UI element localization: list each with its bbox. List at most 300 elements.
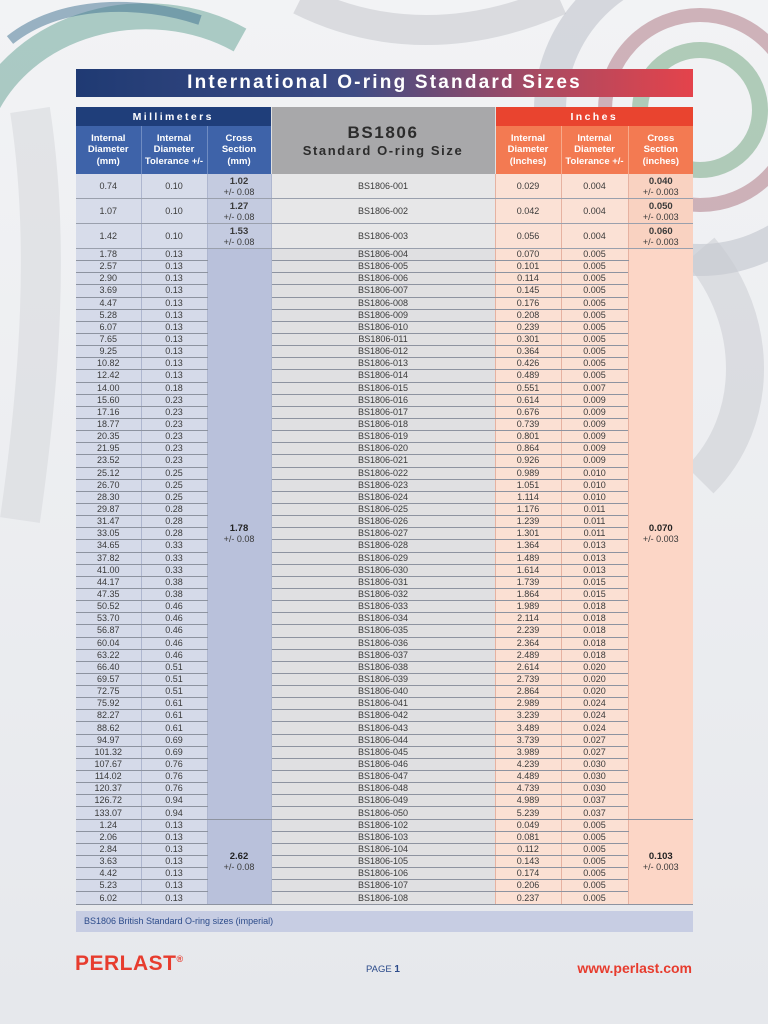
website-link[interactable]: www.perlast.com — [577, 960, 692, 976]
cell-tol-mm: 0.23 — [141, 394, 207, 406]
cell-id-mm: 133.07 — [76, 807, 141, 819]
cell-cs-in-group-tolerance: +/- 0.003 — [642, 534, 679, 545]
table-row — [76, 224, 693, 249]
cell-id-in: 0.239 — [495, 321, 561, 333]
cell-tol-mm: 0.13 — [141, 358, 207, 370]
cell-id-mm: 6.07 — [76, 321, 141, 333]
cell-bs-code: BS1806-023 — [271, 479, 495, 491]
cell-id-in: 0.926 — [495, 455, 561, 467]
cell-bs-code: BS1806-022 — [271, 467, 495, 479]
cell-cs-mm-group-value: 1.78 — [229, 523, 249, 535]
cell-tol-mm: 0.13 — [141, 321, 207, 333]
cell-tol-in: 0.009 — [561, 443, 628, 455]
cell-tol-in: 0.004 — [561, 224, 628, 249]
cell-id-in: 3.989 — [495, 746, 561, 758]
cell-cs-in-group — [628, 819, 693, 904]
cell-id-in: 1.051 — [495, 479, 561, 491]
cell-id-mm: 69.57 — [76, 673, 141, 685]
cell-cs-in — [628, 224, 693, 249]
cell-bs-code: BS1806-012 — [271, 346, 495, 358]
cell-tol-in: 0.020 — [561, 673, 628, 685]
cell-id-in: 1.489 — [495, 552, 561, 564]
cell-bs-code: BS1806-001 — [271, 174, 495, 199]
table-row — [76, 588, 693, 600]
cell-tol-mm: 0.25 — [141, 467, 207, 479]
cell-tol-mm: 0.61 — [141, 710, 207, 722]
cell-tol-mm: 0.61 — [141, 722, 207, 734]
cell-tol-in: 0.005 — [561, 831, 628, 843]
cell-id-in: 5.239 — [495, 807, 561, 819]
cell-tol-mm: 0.13 — [141, 843, 207, 855]
cell-tol-mm: 0.10 — [141, 174, 207, 199]
cell-id-mm: 28.30 — [76, 491, 141, 503]
cell-tol-mm: 0.51 — [141, 673, 207, 685]
table-row — [76, 771, 693, 783]
cell-tol-in: 0.005 — [561, 868, 628, 880]
table-row — [76, 503, 693, 515]
cell-tol-in: 0.030 — [561, 771, 628, 783]
cell-bs-code: BS1806-020 — [271, 443, 495, 455]
cell-tol-in: 0.024 — [561, 722, 628, 734]
cell-tol-mm: 0.18 — [141, 382, 207, 394]
cell-cs-mm — [207, 224, 271, 249]
cell-id-in: 1.739 — [495, 576, 561, 588]
cell-tol-mm: 0.76 — [141, 783, 207, 795]
cell-id-in: 2.614 — [495, 661, 561, 673]
cell-tol-mm: 0.13 — [141, 249, 207, 261]
cell-id-in: 0.114 — [495, 273, 561, 285]
cell-tol-mm: 0.13 — [141, 892, 207, 904]
perlast-logo[interactable]: PERLAST® — [75, 952, 184, 975]
cell-bs-code: BS1806-008 — [271, 297, 495, 309]
cell-bs-code: BS1806-027 — [271, 528, 495, 540]
cell-id-in: 2.239 — [495, 625, 561, 637]
cell-tol-mm: 0.94 — [141, 807, 207, 819]
cell-tol-in: 0.030 — [561, 758, 628, 770]
cell-tol-mm: 0.13 — [141, 297, 207, 309]
cell-id-in: 0.206 — [495, 880, 561, 892]
cell-cs-mm-tolerance: +/- 0.08 — [223, 211, 255, 222]
cell-id-in: 0.364 — [495, 346, 561, 358]
cell-id-mm: 120.37 — [76, 783, 141, 795]
cell-id-in: 0.208 — [495, 309, 561, 321]
cell-bs-code: BS1806-016 — [271, 394, 495, 406]
cell-id-in: 0.426 — [495, 358, 561, 370]
table-row — [76, 321, 693, 333]
cell-id-in: 0.864 — [495, 443, 561, 455]
cell-cs-in-group-value: 0.070 — [648, 523, 673, 535]
cell-tol-in: 0.004 — [561, 174, 628, 199]
cell-tol-in: 0.011 — [561, 503, 628, 515]
cell-tol-in: 0.009 — [561, 394, 628, 406]
cell-bs-code: BS1806-102 — [271, 819, 495, 831]
cell-cs-mm-value: 1.27 — [229, 200, 249, 212]
cell-tol-mm: 0.13 — [141, 309, 207, 321]
cell-cs-mm-value: 1.02 — [229, 175, 249, 187]
cell-id-in: 0.143 — [495, 856, 561, 868]
cell-id-in: 0.614 — [495, 394, 561, 406]
cell-tol-in: 0.018 — [561, 637, 628, 649]
table-row — [76, 346, 693, 358]
cell-cs-mm-group-value: 2.62 — [229, 851, 249, 863]
cell-tol-in: 0.018 — [561, 613, 628, 625]
cell-id-mm: 5.28 — [76, 309, 141, 321]
cell-id-mm: 82.27 — [76, 710, 141, 722]
cell-tol-mm: 0.23 — [141, 443, 207, 455]
cell-tol-in: 0.009 — [561, 418, 628, 430]
col-header-tol-mm: Internal Diameter Tolerance +/- — [141, 126, 207, 174]
cell-id-in: 0.029 — [495, 174, 561, 199]
cell-id-mm: 10.82 — [76, 358, 141, 370]
cell-bs-code: BS1806-106 — [271, 868, 495, 880]
table-row — [76, 758, 693, 770]
table-row — [76, 249, 693, 261]
cell-tol-mm: 0.28 — [141, 528, 207, 540]
cell-cs-in-value: 0.040 — [648, 175, 673, 187]
bs1806-title: BS1806 — [347, 122, 419, 142]
cell-tol-mm: 0.23 — [141, 431, 207, 443]
table-row — [76, 661, 693, 673]
cell-bs-code: BS1806-024 — [271, 491, 495, 503]
table-row — [76, 856, 693, 868]
cell-tol-mm: 0.13 — [141, 856, 207, 868]
cell-bs-code: BS1806-104 — [271, 843, 495, 855]
cell-tol-mm: 0.13 — [141, 370, 207, 382]
cell-tol-in: 0.009 — [561, 406, 628, 418]
cell-cs-in-group-tolerance: +/- 0.003 — [642, 862, 679, 873]
cell-cs-in-group-value: 0.103 — [648, 851, 673, 863]
table-row — [76, 285, 693, 297]
table-row — [76, 455, 693, 467]
table-row — [76, 625, 693, 637]
col-header-cs-mm: Cross Section (mm) — [207, 126, 271, 174]
cell-tol-mm: 0.10 — [141, 199, 207, 224]
col-header-cs-in: Cross Section (inches) — [628, 126, 693, 174]
cell-id-in: 2.489 — [495, 649, 561, 661]
table-row — [76, 843, 693, 855]
cell-id-mm: 75.92 — [76, 698, 141, 710]
oring-size-table — [76, 107, 693, 905]
cell-tol-in: 0.005 — [561, 273, 628, 285]
cell-bs-code: BS1806-026 — [271, 516, 495, 528]
cell-bs-code: BS1806-043 — [271, 722, 495, 734]
table-row — [76, 637, 693, 649]
cell-tol-in: 0.010 — [561, 491, 628, 503]
cell-tol-mm: 0.13 — [141, 819, 207, 831]
cell-tol-in: 0.030 — [561, 783, 628, 795]
cell-tol-mm: 0.38 — [141, 576, 207, 588]
cell-tol-mm: 0.38 — [141, 588, 207, 600]
table-row — [76, 479, 693, 491]
cell-tol-in: 0.005 — [561, 261, 628, 273]
cell-cs-mm — [207, 199, 271, 224]
cell-tol-mm: 0.33 — [141, 540, 207, 552]
cell-tol-in: 0.005 — [561, 880, 628, 892]
cell-tol-in: 0.004 — [561, 199, 628, 224]
table-row — [76, 309, 693, 321]
cell-cs-in-tolerance: +/- 0.003 — [642, 236, 679, 247]
cell-bs-code: BS1806-013 — [271, 358, 495, 370]
cell-bs-code: BS1806-037 — [271, 649, 495, 661]
cell-tol-in: 0.005 — [561, 333, 628, 345]
cell-tol-mm: 0.76 — [141, 771, 207, 783]
cell-bs-code: BS1806-017 — [271, 406, 495, 418]
cell-bs-code: BS1806-010 — [271, 321, 495, 333]
cell-tol-in: 0.005 — [561, 321, 628, 333]
table-row — [76, 722, 693, 734]
cell-id-in: 1.364 — [495, 540, 561, 552]
cell-tol-mm: 0.13 — [141, 346, 207, 358]
cell-cs-mm — [207, 174, 271, 199]
cell-bs-code: BS1806-107 — [271, 880, 495, 892]
table-row — [76, 710, 693, 722]
table-row — [76, 613, 693, 625]
bs1806-header — [271, 107, 495, 174]
cell-bs-code: BS1806-040 — [271, 686, 495, 698]
table-row — [76, 418, 693, 430]
col-header-id-in: Internal Diameter (Inches) — [495, 126, 561, 174]
cell-id-mm: 2.84 — [76, 843, 141, 855]
cell-tol-mm: 0.46 — [141, 637, 207, 649]
cell-tol-mm: 0.25 — [141, 479, 207, 491]
cell-tol-mm: 0.33 — [141, 564, 207, 576]
cell-id-mm: 3.63 — [76, 856, 141, 868]
cell-bs-code: BS1806-004 — [271, 249, 495, 261]
cell-tol-in: 0.005 — [561, 843, 628, 855]
table-row — [76, 394, 693, 406]
cell-id-mm: 2.57 — [76, 261, 141, 273]
cell-id-mm: 60.04 — [76, 637, 141, 649]
cell-cs-in — [628, 199, 693, 224]
table-row — [76, 443, 693, 455]
cell-bs-code: BS1806-003 — [271, 224, 495, 249]
cell-id-mm: 0.74 — [76, 174, 141, 199]
cell-id-in: 4.739 — [495, 783, 561, 795]
cell-id-in: 2.364 — [495, 637, 561, 649]
cell-tol-in: 0.037 — [561, 807, 628, 819]
cell-bs-code: BS1806-018 — [271, 418, 495, 430]
cell-id-in: 3.239 — [495, 710, 561, 722]
table-row — [76, 516, 693, 528]
cell-id-mm: 7.65 — [76, 333, 141, 345]
table-row — [76, 734, 693, 746]
cell-bs-code: BS1806-045 — [271, 746, 495, 758]
cell-id-mm: 1.42 — [76, 224, 141, 249]
cell-id-in: 1.176 — [495, 503, 561, 515]
cell-tol-mm: 0.28 — [141, 503, 207, 515]
cell-tol-mm: 0.23 — [141, 418, 207, 430]
cell-bs-code: BS1806-042 — [271, 710, 495, 722]
table-row — [76, 795, 693, 807]
cell-id-in: 2.739 — [495, 673, 561, 685]
cell-id-in: 0.174 — [495, 868, 561, 880]
cell-bs-code: BS1806-033 — [271, 601, 495, 613]
cell-id-mm: 37.82 — [76, 552, 141, 564]
cell-id-mm: 53.70 — [76, 613, 141, 625]
cell-id-in: 0.551 — [495, 382, 561, 394]
cell-cs-mm-value: 1.53 — [229, 225, 249, 237]
cell-id-in: 0.301 — [495, 333, 561, 345]
cell-id-in: 0.101 — [495, 261, 561, 273]
cell-tol-in: 0.018 — [561, 601, 628, 613]
cell-id-in: 3.739 — [495, 734, 561, 746]
cell-id-in: 0.042 — [495, 199, 561, 224]
cell-tol-in: 0.013 — [561, 552, 628, 564]
cell-tol-mm: 0.51 — [141, 686, 207, 698]
table-row — [76, 564, 693, 576]
cell-tol-mm: 0.25 — [141, 491, 207, 503]
cell-id-mm: 2.06 — [76, 831, 141, 843]
cell-id-mm: 41.00 — [76, 564, 141, 576]
cell-cs-in-tolerance: +/- 0.003 — [642, 211, 679, 222]
cell-id-mm: 50.52 — [76, 601, 141, 613]
cell-id-mm: 107.67 — [76, 758, 141, 770]
table-row — [76, 382, 693, 394]
cell-tol-in: 0.037 — [561, 795, 628, 807]
cell-id-in: 0.489 — [495, 370, 561, 382]
cell-tol-mm: 0.61 — [141, 698, 207, 710]
cell-bs-code: BS1806-038 — [271, 661, 495, 673]
cell-tol-in: 0.011 — [561, 528, 628, 540]
bs1806-subtitle: Standard O-ring Size — [302, 142, 464, 158]
cell-tol-in: 0.005 — [561, 249, 628, 261]
cell-tol-mm: 0.28 — [141, 516, 207, 528]
cell-bs-code: BS1806-002 — [271, 199, 495, 224]
footnote: BS1806 British Standard O-ring sizes (imperial) — [76, 911, 693, 932]
cell-tol-mm: 0.51 — [141, 661, 207, 673]
cell-bs-code: BS1806-046 — [271, 758, 495, 770]
cell-tol-mm: 0.13 — [141, 868, 207, 880]
table-row — [76, 358, 693, 370]
cell-id-in: 0.989 — [495, 467, 561, 479]
cell-tol-in: 0.024 — [561, 710, 628, 722]
cell-id-mm: 56.87 — [76, 625, 141, 637]
cell-id-mm: 1.07 — [76, 199, 141, 224]
cell-bs-code: BS1806-021 — [271, 455, 495, 467]
cell-tol-in: 0.020 — [561, 661, 628, 673]
cell-tol-mm: 0.13 — [141, 261, 207, 273]
cell-tol-in: 0.005 — [561, 358, 628, 370]
cell-id-mm: 26.70 — [76, 479, 141, 491]
cell-id-in: 0.056 — [495, 224, 561, 249]
cell-tol-in: 0.015 — [561, 576, 628, 588]
cell-cs-mm-group-tolerance: +/- 0.08 — [223, 534, 255, 545]
cell-id-mm: 101.32 — [76, 746, 141, 758]
cell-bs-code: BS1806-007 — [271, 285, 495, 297]
table-row — [76, 540, 693, 552]
cell-id-in: 4.489 — [495, 771, 561, 783]
cell-id-mm: 4.47 — [76, 297, 141, 309]
table-row — [76, 406, 693, 418]
table-row — [76, 673, 693, 685]
table-row — [76, 868, 693, 880]
cell-tol-mm: 0.69 — [141, 746, 207, 758]
cell-bs-code: BS1806-047 — [271, 771, 495, 783]
table-row — [76, 601, 693, 613]
table-row — [76, 831, 693, 843]
cell-tol-in: 0.005 — [561, 346, 628, 358]
cell-tol-mm: 0.13 — [141, 880, 207, 892]
cell-tol-in: 0.007 — [561, 382, 628, 394]
cell-id-mm: 1.24 — [76, 819, 141, 831]
table-row — [76, 746, 693, 758]
cell-id-mm: 5.23 — [76, 880, 141, 892]
table-row — [76, 528, 693, 540]
cell-bs-code: BS1806-035 — [271, 625, 495, 637]
table-row — [76, 273, 693, 285]
table-row — [76, 576, 693, 588]
cell-tol-mm: 0.13 — [141, 333, 207, 345]
table-row — [76, 880, 693, 892]
cell-id-in: 1.864 — [495, 588, 561, 600]
cell-tol-mm: 0.46 — [141, 601, 207, 613]
cell-bs-code: BS1806-032 — [271, 588, 495, 600]
cell-tol-mm: 0.46 — [141, 649, 207, 661]
table-row — [76, 686, 693, 698]
cell-id-mm: 1.78 — [76, 249, 141, 261]
cell-id-mm: 94.97 — [76, 734, 141, 746]
cell-id-in: 0.237 — [495, 892, 561, 904]
cell-bs-code: BS1806-011 — [271, 333, 495, 345]
cell-id-mm: 126.72 — [76, 795, 141, 807]
cell-bs-code: BS1806-015 — [271, 382, 495, 394]
cell-cs-mm-tolerance: +/- 0.08 — [223, 236, 255, 247]
page-indicator: PAGE 1 — [366, 964, 400, 975]
cell-tol-in: 0.005 — [561, 297, 628, 309]
cell-tol-in: 0.013 — [561, 564, 628, 576]
table-row — [76, 467, 693, 479]
table-row — [76, 552, 693, 564]
table-row — [76, 892, 693, 904]
table-row — [76, 261, 693, 273]
cell-id-in: 1.614 — [495, 564, 561, 576]
cell-cs-in-value: 0.050 — [648, 200, 673, 212]
table-row — [76, 491, 693, 503]
cell-tol-in: 0.010 — [561, 479, 628, 491]
cell-tol-mm: 0.46 — [141, 625, 207, 637]
cell-bs-code: BS1806-105 — [271, 856, 495, 868]
cell-id-mm: 15.60 — [76, 394, 141, 406]
cell-bs-code: BS1806-039 — [271, 673, 495, 685]
cell-bs-code: BS1806-103 — [271, 831, 495, 843]
millimeters-group-header: Millimeters — [76, 107, 271, 126]
cell-tol-in: 0.018 — [561, 625, 628, 637]
cell-bs-code: BS1806-041 — [271, 698, 495, 710]
cell-id-mm: 29.87 — [76, 503, 141, 515]
cell-id-mm: 72.75 — [76, 686, 141, 698]
cell-bs-code: BS1806-034 — [271, 613, 495, 625]
cell-id-in: 3.489 — [495, 722, 561, 734]
table-row — [76, 333, 693, 345]
cell-cs-in-value: 0.060 — [648, 225, 673, 237]
cell-bs-code: BS1806-044 — [271, 734, 495, 746]
cell-bs-code: BS1806-050 — [271, 807, 495, 819]
cell-id-mm: 34.65 — [76, 540, 141, 552]
table-row — [76, 174, 693, 199]
cell-cs-mm-group — [207, 819, 271, 904]
cell-id-mm: 17.16 — [76, 406, 141, 418]
cell-tol-mm: 0.23 — [141, 406, 207, 418]
cell-bs-code: BS1806-019 — [271, 431, 495, 443]
cell-cs-mm-group-tolerance: +/- 0.08 — [223, 862, 255, 873]
cell-id-mm: 3.69 — [76, 285, 141, 297]
cell-cs-mm-group — [207, 249, 271, 820]
cell-id-in: 0.070 — [495, 249, 561, 261]
cell-id-in: 4.989 — [495, 795, 561, 807]
cell-tol-mm: 0.23 — [141, 455, 207, 467]
cell-tol-in: 0.011 — [561, 516, 628, 528]
cell-bs-code: BS1806-029 — [271, 552, 495, 564]
